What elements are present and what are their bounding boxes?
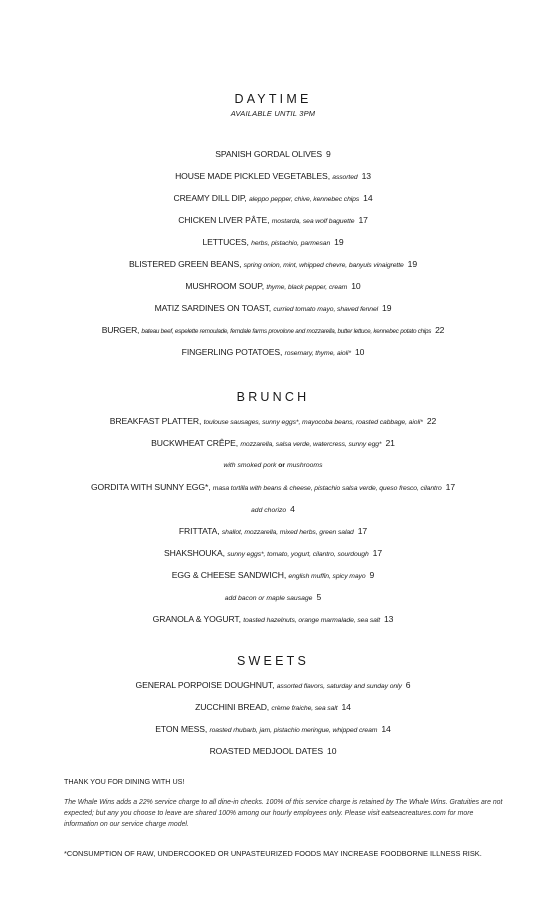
menu-item xyxy=(0,171,546,193)
item-addon: add bacon or maple sausage 5 xyxy=(224,592,322,602)
item-description: bateau beef, espelette remoulade, ferndale farms provolone and mozzarella, butter lettuce, kennebec potato chips xyxy=(141,328,432,335)
addon-price: 5 xyxy=(316,592,322,602)
item-description: aleppo pepper, chive, kennebec chips xyxy=(249,196,360,203)
sweets-section xyxy=(0,654,546,669)
item-price: 19 xyxy=(334,237,344,247)
item-price: 13 xyxy=(384,614,394,624)
item-price: 14 xyxy=(341,702,351,712)
menu-item xyxy=(0,702,546,724)
item-price: 10 xyxy=(351,281,361,291)
item-addon: add chorizo 4 xyxy=(251,504,295,514)
item-description: roasted rhubarb, jam, pistachio meringue, whipped cream xyxy=(209,727,378,734)
menu-item xyxy=(0,614,546,636)
menu-item xyxy=(0,680,546,702)
item-name: LETTUCES, xyxy=(202,237,249,247)
menu-item xyxy=(0,416,546,438)
item-name: FINGERLING POTATOES, xyxy=(181,347,283,357)
item-price: 17 xyxy=(357,526,368,536)
item-name: MUSHROOM SOUP, xyxy=(185,281,265,291)
consumption-warning: *CONSUMPTION OF RAW, UNDERCOOKED OR UNPASTEURIZED FOODS MAY INCREASE FOODBORNE ILLNESS RISK. xyxy=(64,849,482,858)
menu-item xyxy=(0,303,546,325)
item-price: 10 xyxy=(327,746,337,756)
menu-item xyxy=(0,237,546,259)
brunch-section xyxy=(0,390,546,405)
menu-item xyxy=(0,724,546,746)
item-name: BUCKWHEAT CRÊPE, xyxy=(151,438,239,448)
sweets-items xyxy=(0,680,546,768)
item-name: ROASTED MEDJOOL DATES xyxy=(209,746,324,756)
item-description: thyme, black pepper, cream xyxy=(266,284,348,291)
menu-item xyxy=(0,281,546,303)
item-description: toulouse sausages, sunny eggs*, mayocoba beans, roasted cabbage, aioli* xyxy=(203,419,423,426)
item-price: 22 xyxy=(435,325,445,335)
item-price: 17 xyxy=(358,215,368,225)
item-price: 19 xyxy=(407,259,418,269)
item-price: 17 xyxy=(372,548,383,558)
item-price: 6 xyxy=(405,680,411,690)
daytime-title: DAYTIME xyxy=(234,92,312,106)
sweets-title: SWEETS xyxy=(237,654,309,668)
item-name: BURGER, xyxy=(101,325,140,335)
item-description: shallot, mozzarella, mixed herbs, green salad xyxy=(221,529,354,536)
item-description: masa tortilla with beans & cheese, pistachio salsa verde, queso fresco, cilantro xyxy=(212,485,442,492)
item-description: crème fraiche, sea salt xyxy=(271,705,338,712)
item-description: toasted hazelnuts, orange marmalade, sea salt xyxy=(243,617,380,624)
item-name: HOUSE MADE PICKLED VEGETABLES, xyxy=(175,171,330,181)
item-price: 22 xyxy=(426,416,437,426)
daytime-items xyxy=(0,149,546,369)
addon-price: 4 xyxy=(290,504,295,514)
item-price: 14 xyxy=(381,724,391,734)
menu-item xyxy=(0,526,546,548)
item-description: sunny eggs*, tomato, yogurt, cilantro, sourdough xyxy=(227,551,369,558)
daytime-section xyxy=(0,92,546,118)
item-price: 21 xyxy=(385,438,395,448)
item-price: 9 xyxy=(369,570,375,580)
menu-item xyxy=(0,570,546,592)
item-description: rosemary, thyme, aioli* xyxy=(284,350,351,357)
menu-item xyxy=(0,149,546,171)
menu-item xyxy=(0,746,546,768)
item-price: 13 xyxy=(361,171,371,181)
item-name: SPANISH GORDAL OLIVES xyxy=(215,149,323,159)
item-description: spring onion, mint, whipped chevre, banyuls vinaigrette xyxy=(243,262,404,269)
item-description: curried tomato mayo, shaved fennel xyxy=(273,306,379,313)
item-price: 14 xyxy=(363,193,373,203)
item-price: 10 xyxy=(354,347,365,357)
item-description: herbs, pistachio, parmesan xyxy=(251,240,331,247)
item-name: ETON MESS, xyxy=(155,724,208,734)
menu-item xyxy=(0,325,546,347)
menu-item xyxy=(0,548,546,570)
item-price: 19 xyxy=(382,303,392,313)
menu-item xyxy=(0,482,546,504)
item-name: MATIZ SARDINES ON TOAST, xyxy=(154,303,272,313)
brunch-title: BRUNCH xyxy=(236,390,310,404)
item-name: EGG & CHEESE SANDWICH, xyxy=(171,570,287,580)
menu-item xyxy=(0,215,546,237)
item-name: CHICKEN LIVER PÂTE, xyxy=(178,215,270,225)
item-description: assorted xyxy=(332,174,358,181)
item-price: 17 xyxy=(445,482,456,492)
item-name: BLISTERED GREEN BEANS, xyxy=(128,259,242,269)
item-price: 9 xyxy=(326,149,331,159)
service-charge-note: The Whale Wins adds a 22% service charge to all dine-in checks. 100% of this service charge is retained by The Whale Wins. Gratuities are not expected; but any you choose to leave are shared 100% among our hourly employees only. Please visit eatseacreatures.com for more information on our service charge model. xyxy=(64,799,503,828)
item-description: mozzarella, salsa verde, watercress, sunny egg* xyxy=(240,441,382,448)
menu-item xyxy=(0,347,546,369)
item-description: mostarda, sea wolf baguette xyxy=(271,218,355,225)
menu-item xyxy=(0,193,546,215)
thank-you-note: THANK YOU FOR DINING WITH US! xyxy=(64,777,185,786)
item-name: GORDITA WITH SUNNY EGG*, xyxy=(90,482,211,492)
item-name: FRITTATA, xyxy=(178,526,220,536)
item-name: BREAKFAST PLATTER, xyxy=(109,416,202,426)
daytime-subtitle: AVAILABLE UNTIL 3PM xyxy=(230,109,316,118)
item-addon: with smoked pork or mushrooms xyxy=(223,462,323,469)
menu-item xyxy=(0,259,546,281)
item-description: assorted flavors, saturday and sunday only xyxy=(276,683,402,690)
item-description: english muffin, spicy mayo xyxy=(288,573,366,580)
item-name: SHAKSHOUKA, xyxy=(163,548,225,558)
item-name: GENERAL PORPOISE DOUGHNUT, xyxy=(135,680,275,690)
item-name: ZUCCHINI BREAD, xyxy=(195,702,270,712)
item-name: CREAMY DILL DIP, xyxy=(173,193,247,203)
item-name: GRANOLA & YOGURT, xyxy=(152,614,241,624)
brunch-items xyxy=(0,416,546,636)
menu-item xyxy=(0,438,546,460)
